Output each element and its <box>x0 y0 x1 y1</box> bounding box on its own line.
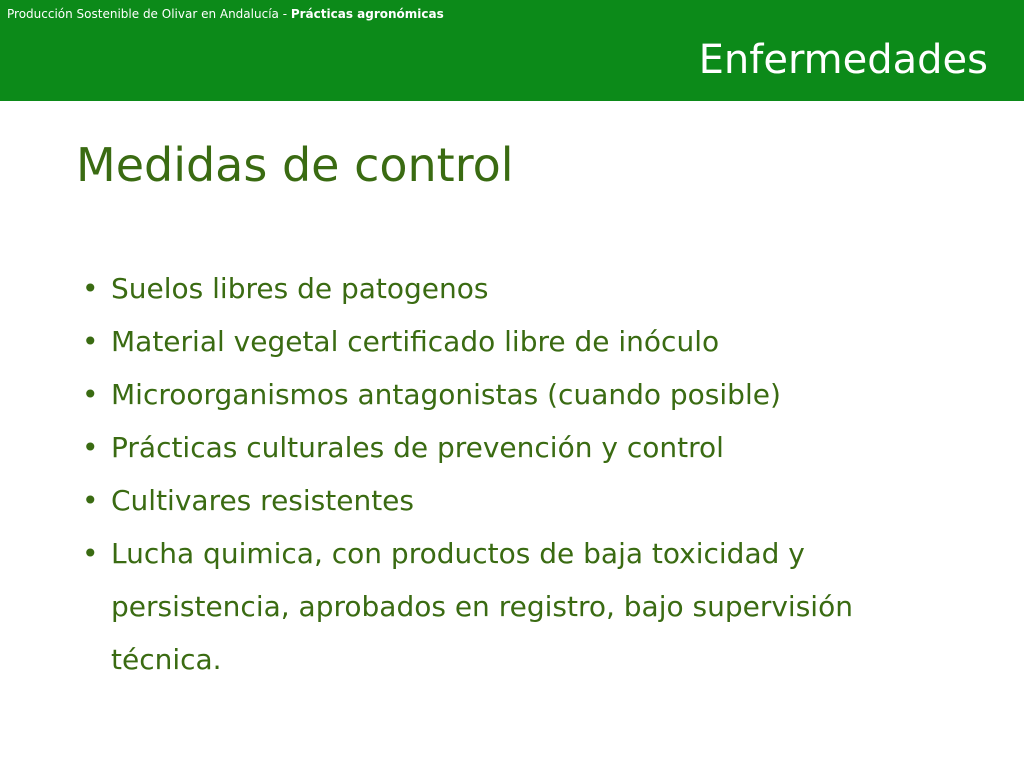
list-item-text: Material vegetal certificado libre de inóculo <box>111 325 720 358</box>
breadcrumb-module: Prácticas agronómicas <box>290 7 444 21</box>
bullet-icon: • <box>82 484 99 517</box>
bullet-icon: • <box>82 537 99 570</box>
bullet-icon: • <box>82 272 99 305</box>
list-item <box>82 474 962 527</box>
list-item-text: Suelos libres de patogenos <box>111 272 489 305</box>
section-title: Enfermedades <box>698 37 988 83</box>
bullet-icon: • <box>82 431 99 464</box>
list-item <box>82 527 962 686</box>
bullet-icon: • <box>82 378 99 411</box>
list-item <box>82 315 962 368</box>
page-title: Medidas de control <box>76 138 514 192</box>
list-item <box>82 368 962 421</box>
list-item <box>82 421 962 474</box>
breadcrumb-course: Producción Sostenible de Olivar en Andalucía - <box>7 7 291 21</box>
bullet-icon: • <box>82 325 99 358</box>
list-item-text: Prácticas culturales de prevención y control <box>111 431 724 464</box>
list-item <box>82 262 962 315</box>
list-item-text: Lucha quimica, con productos de baja toxicidad y persistencia, aprobados en registro, bajo supervisión técnica. <box>111 537 853 676</box>
header-band <box>0 0 1024 101</box>
breadcrumb <box>7 6 444 22</box>
list-item-text: Cultivares resistentes <box>111 484 414 517</box>
bullet-list <box>82 262 962 686</box>
list-item-text: Microorganismos antagonistas (cuando posible) <box>111 378 781 411</box>
